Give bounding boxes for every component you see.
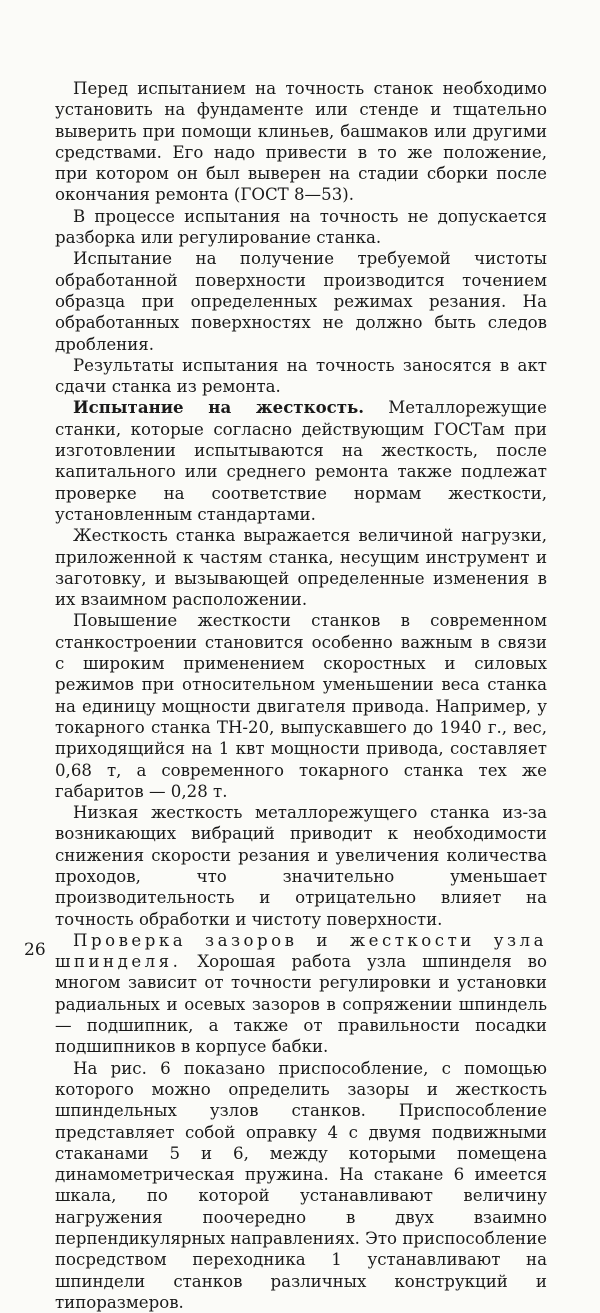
paragraph-spindle-check xyxy=(55,930,547,1058)
body-text xyxy=(55,78,547,1313)
paragraph-results: Результаты испытания на точность заносятся в акт сдачи станка из ремонта. xyxy=(55,355,547,397)
paragraph-fixture: На рис. 6 показано приспособление, с помощью которого можно определить зазоры и жесткость шпиндельных узлов станков. Приспособление представляет собой оправку 4 с двумя подвижными стаканами 5 и 6, между которыми помещена динамометрическая пружина. На стакане 6 имеется шкала, по которой устанавливают величину нагружения поочередно в двух взаимно перпендикулярных направлениях. Это приспособление посредством переходника 1 устанавливают на шпиндели станков различных конструкций и типоразмеров. xyxy=(55,1058,547,1312)
paragraph-low-stiffness: Низкая жесткость металлорежущего станка из-за возникающих вибраций приводит к необходимости снижения скорости резания и увеличения количества проходов, что значительно уменьшает производительность и отрицательно влияет на точность обработки и чистоту поверхности. xyxy=(55,803,547,929)
page-number: 26 xyxy=(24,940,46,960)
stiffness-heading: Испытание на жесткость. xyxy=(73,397,365,418)
paragraph-no-disassembly: В процессе испытания на точность не допускается разборка или регулирование станка. xyxy=(55,206,547,248)
spindle-heading: Проверка зазоров и жесткости узла шпинделя. xyxy=(55,930,547,972)
paragraph-stiffness-importance: Повышение жесткости станков в современном станкостроении становится особенно важным в связи с широким применением скоростных и силовых режимов при относительном уменьшении веса станка на единицу мощности двигателя привода. Например, у токарного станка ТН-20, выпускавшего до 1940 г., вес, приходящийся на 1 квт мощности привода, составляет 0,68 т, а современного токарного станка тех же габаритов — 0,28 т. xyxy=(55,611,547,801)
stiffness-text: Металлорежущие станки, которые согласно действующим ГОСТам при изготовлении испытываются на жесткость, после капитального или среднего ремонта также подлежат проверке на соответствие нормам жесткости, установленным стандартами. xyxy=(55,398,548,524)
paragraph-stiffness-definition: Жесткость станка выражается величиной нагрузки, приложенной к частям станка, несущим инструмент и заготовку, и вызывающей определенные изменения в их взаимном расположении. xyxy=(55,526,547,610)
paragraph-stiffness-test xyxy=(55,397,547,525)
spindle-text: Хорошая работа узла шпинделя во многом зависит от точности регулировки и установки радиальных и осевых зазоров в сопряжении шпиндель — подшипник, а также от правильности посадки подшипников в корпусе бабки. xyxy=(55,952,547,1057)
paragraph-installation: Перед испытанием на точность станок необходимо установить на фундаменте или стенде и тщательно выверить при помощи клиньев, башмаков или другими средствами. Его надо привести в то же положение, при котором он был выверен на стадии сборки после окончания ремонта (ГОСТ 8—53). xyxy=(55,79,547,205)
paragraph-surface-finish: Испытание на получение требуемой чистоты обработанной поверхности производится точением образца при определенных режимах резания. На обработанных поверхностях не должно быть следов дробления. xyxy=(55,249,547,354)
